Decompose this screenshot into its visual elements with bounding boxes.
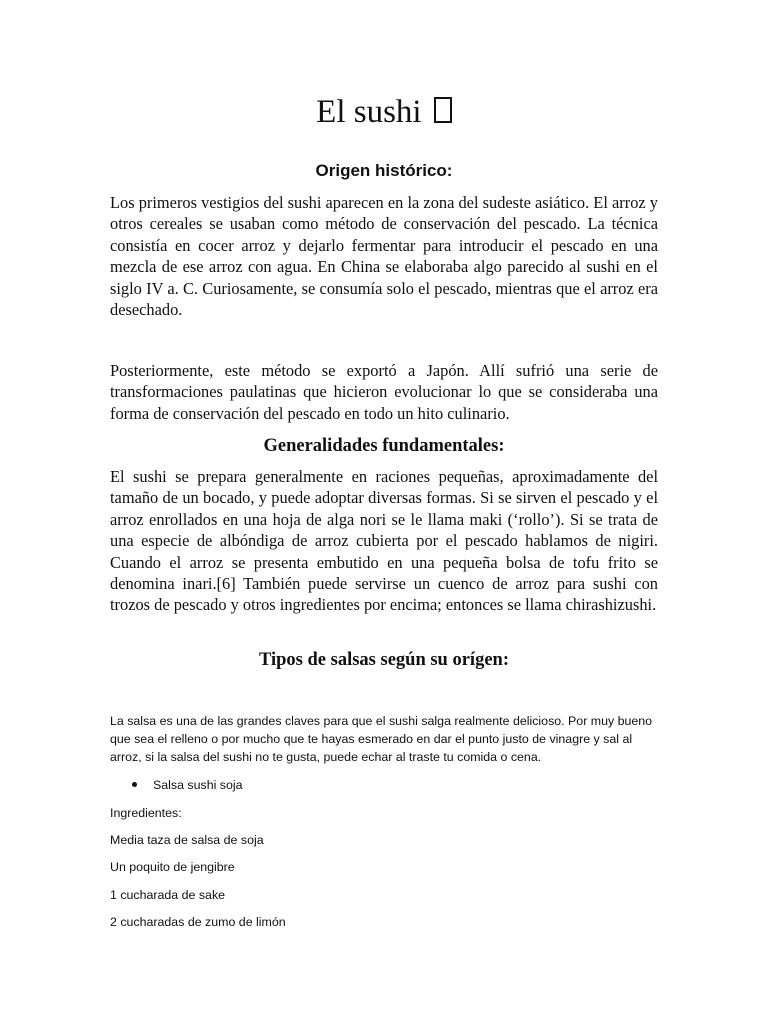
bullet-icon [132,782,137,787]
ingredient-item: 1 cucharada de sake [110,888,226,902]
section-heading-sauces: Tipos de salsas según su orígen: [259,650,509,670]
ingredients-label: Ingredientes: [110,806,182,820]
missing-glyph-icon [434,97,452,123]
paragraph-generalities: El sushi se prepara generalmente en raciones pequeñas, aproximadamente del tamaño de un bocado, y puede adoptar diversas formas. Si se sirven el pescado y el arroz enrollados en una hoja de alga nori se le llama maki (‘rollo’). Si se trata de una especie de albóndiga de arroz cubierta por el pescado hablamos de nigiri. Cuando el arroz se presenta embutido en una pequeña bolsa de tofu frito se denomina inari.[6] También puede servirse un cuenco de arroz para sushi con trozos de pescado y otros ingredientes por encima; entonces se llama chirashizushi. [110,467,658,615]
section-heading-origin: Origen histórico: [315,161,453,180]
paragraph-origin-1: Los primeros vestigios del sushi aparecen en la zona del sudeste asiático. El arroz y otros cereales se usaban como método de conservación del pescado. La técnica consistía en cocer arroz y dejarlo fermentar para introducir el pescado en una mezcla de ese arroz con agua. En China se elaboraba algo parecido al sushi en el siglo IV a. C. Curiosamente, se consumía solo el pescado, mientras que el arroz era desechado. [110,193,658,320]
document-title [110,92,658,132]
ingredient-item: Media taza de salsa de soja [110,833,264,847]
ingredient-item: Un poquito de jengibre [110,860,235,874]
ingredient-item: 2 cucharadas de zumo de limón [110,915,286,929]
list-item-salsa-soja [132,776,243,794]
section-heading-generalities: Generalidades fundamentales: [263,436,505,456]
paragraph-sauces-intro: La salsa es una de las grandes claves para que el sushi salga realmente delicioso. Por muy bueno que sea el relleno o por mucho que te hayas esmerado en dar el punto justo de vinagre y sal al arroz, si la salsa del sushi no te gusta, puede echar al traste tu comida o cena. [110,714,653,764]
paragraph-origin-2: Posteriormente, este método se exportó a Japón. Allí sufrió una serie de transformaciones paulatinas que hicieron evolucionar lo que se consideraba una forma de conservación del pescado en todo un hito culinario. [110,361,658,423]
document-title-text: El sushi [316,94,422,130]
list-item-label: Salsa sushi soja [153,778,243,792]
